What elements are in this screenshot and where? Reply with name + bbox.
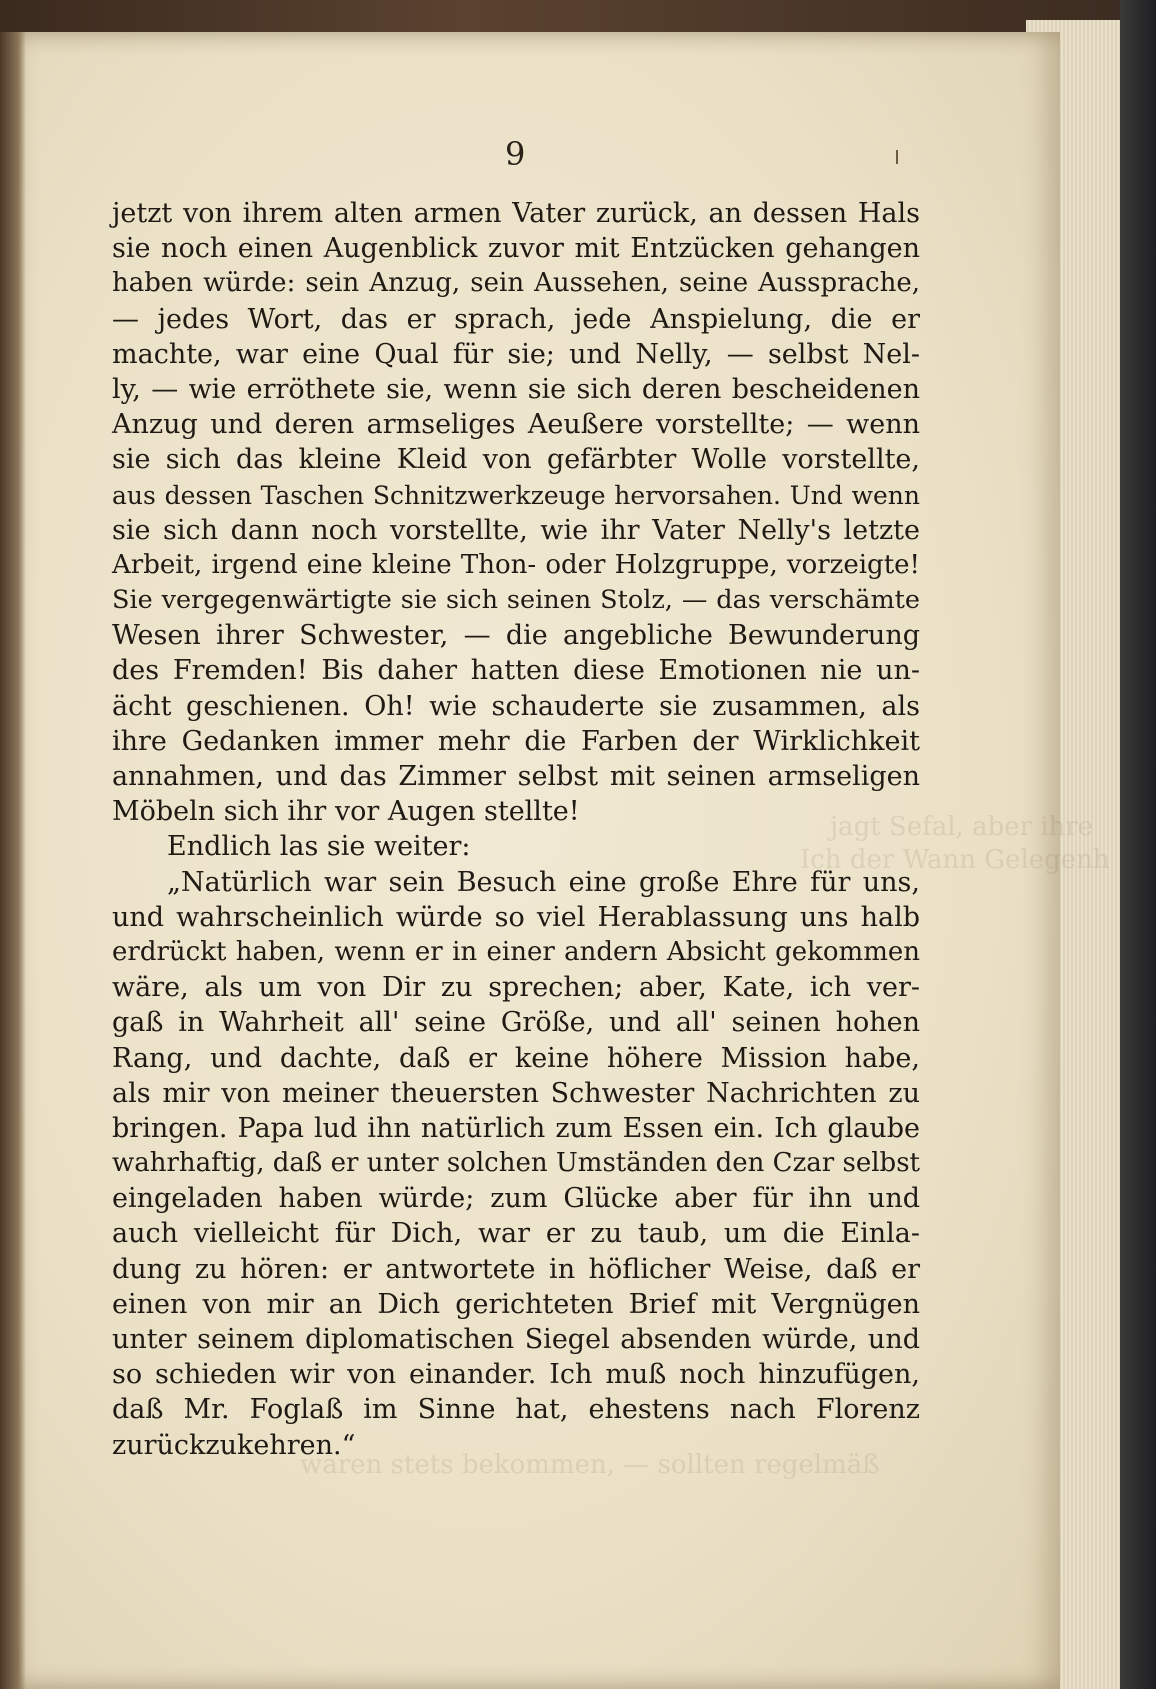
text-line: einen von mir an Dich gerichteten Brief mit Vergnügen <box>112 1288 920 1320</box>
paper-speck <box>896 150 898 164</box>
text-line: eingeladen haben würde; zum Glücke aber für ihn und <box>112 1183 920 1215</box>
show-through-text: jagt Sefal, aber ihre <box>830 812 1094 842</box>
text-line: unter seinem diplomatischen Siegel absenden würde, und <box>112 1324 920 1355</box>
text-line: daß Mr. Foglaß im Sinne hat, ehestens nach Florenz <box>112 1394 920 1426</box>
text-line: Sie vergegenwärtigte sie sich seinen Stolz, — das verschämte <box>112 585 920 616</box>
text-line: bringen. Papa lud ihn natürlich zum Essen ein. Ich glaube <box>112 1112 920 1144</box>
text-line: ächt geschienen. Oh! wie schauderte sie zusammen, als <box>112 690 920 722</box>
show-through-text: Ich der Wann Gelegenh <box>800 845 1110 875</box>
text-line: Anzug und deren armseliges Aeußere vorstellte; — wenn <box>112 409 920 441</box>
text-line: sie sich das kleine Kleid von gefärbter Wolle vorstellte, <box>112 444 920 476</box>
text-line: dung zu hören: er antwortete in höflicher Weise, daß er <box>112 1253 920 1285</box>
text-line: auch vielleicht für Dich, war er zu taub, um die Einla- <box>112 1218 920 1250</box>
text-line: Rang, und dachte, daß er keine höhere Mission habe, <box>112 1042 920 1074</box>
text-line: — jedes Wort, das er sprach, jede Anspielung, die er <box>112 303 920 335</box>
text-line: machte, war eine Qual für sie; und Nelly, — selbst Nel- <box>112 338 920 370</box>
text-line: ly, — wie erröthete sie, wenn sie sich deren bescheidenen <box>112 373 920 405</box>
text-line: Endlich las sie weiter: <box>167 831 471 863</box>
text-line: des Fremden! Bis daher hatten diese Emotionen nie un- <box>112 655 920 687</box>
book-spine <box>1120 0 1156 1689</box>
text-line: zurückzukehren.“ <box>112 1429 356 1461</box>
text-line: sie noch einen Augenblick zuvor mit Entzücken gehangen <box>112 233 920 265</box>
text-line: erdrückt haben, wenn er in einer andern Absicht gekommen <box>112 936 920 967</box>
text-line: jetzt von ihrem alten armen Vater zurück, an dessen Hals <box>112 198 920 229</box>
text-line: als mir von meiner theuersten Schwester Nachrichten zu <box>112 1077 920 1109</box>
text-line: Wesen ihrer Schwester, — die angebliche Bewunderung <box>112 620 920 652</box>
text-line: und wahrscheinlich würde so viel Herablassung uns halb <box>112 901 920 933</box>
text-line: Arbeit, irgend eine kleine Thon- oder Holzgruppe, vorzeigte! <box>112 549 920 580</box>
body-text <box>112 196 920 1463</box>
text-line: annahmen, und das Zimmer selbst mit seinen armseligen <box>112 761 920 792</box>
text-line: „Natürlich war sein Besuch eine große Ehre für uns, <box>167 866 920 898</box>
text-line: haben würde: sein Anzug, sein Aussehen, seine Aussprache, <box>112 268 920 299</box>
text-line: wäre, als um von Dir zu sprechen; aber, Kate, ich ver- <box>112 972 920 1004</box>
text-line: sie sich dann noch vorstellte, wie ihr Vater Nelly's letzte <box>112 514 920 546</box>
text-line: Möbeln sich ihr vor Augen stellte! <box>112 796 580 828</box>
text-line: aus dessen Taschen Schnitzwerkzeuge hervorsahen. Und wenn <box>112 480 920 510</box>
page-number: 9 <box>505 135 526 173</box>
text-line: ihre Gedanken immer mehr die Farben der Wirklichkeit <box>112 725 920 757</box>
text-line: so schieden wir von einander. Ich muß noch hinzufügen, <box>112 1359 920 1391</box>
show-through-text: waren stets bekommen, — sollten regelmäß <box>300 1450 880 1480</box>
binding-shadow <box>0 32 26 1689</box>
text-line: gaß in Wahrheit all' seine Größe, und all' seinen hohen <box>112 1007 920 1039</box>
text-line: wahrhaftig, daß er unter solchen Umständen den Czar selbst <box>112 1148 920 1179</box>
